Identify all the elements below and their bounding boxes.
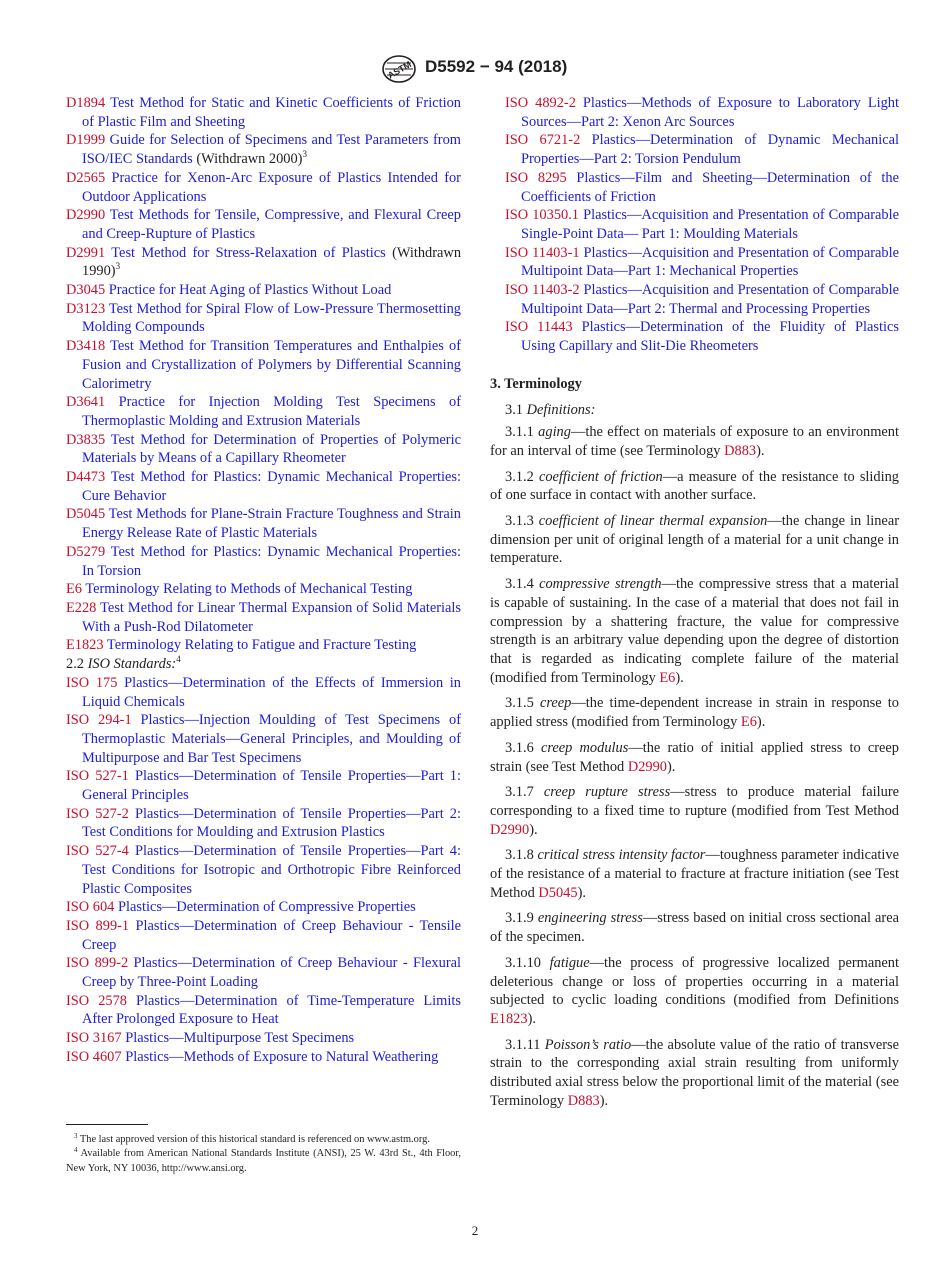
definition-number: 3.1.8 (505, 847, 534, 864)
definition-paragraph (490, 423, 899, 460)
reference-item (505, 131, 899, 168)
reference-title-link[interactable]: Practice for Injection Molding Test Specimens of Thermoplastic Molding and Extrusion Materials (82, 394, 461, 429)
definition-term: coefficient of friction (538, 468, 663, 485)
definition-paragraph (490, 468, 899, 505)
reference-code-link[interactable]: D2990 (66, 207, 106, 224)
definition-paragraph (490, 783, 899, 839)
footnotes (66, 1133, 461, 1176)
right-column (490, 94, 899, 1117)
reference-code-link[interactable]: ISO 6721-2 (505, 132, 581, 149)
reference-title-link[interactable]: Test Method for Spiral Flow of Low-Pressure Thermosetting Molding Compounds (82, 300, 461, 336)
definition-term: critical stress intensity factor (537, 847, 706, 864)
reference-title-link[interactable]: Test Method for Determination of Properties of Polymeric Materials by Means of a Capillary Rheometer (82, 431, 461, 467)
definition-number: 3.1.1 (505, 424, 534, 441)
page-header (0, 54, 950, 86)
definitions-list (490, 423, 899, 1110)
reference-code-link[interactable]: D3123 (66, 300, 106, 317)
definitions-number: 3.1 (505, 401, 523, 418)
iso-heading-label: ISO Standards: (87, 656, 177, 673)
reference-title-link[interactable]: Plastics—Acquisition and Presentation of Comparable Multipoint Data—Part 1: Mechanical Properties (521, 244, 899, 280)
reference-code-link[interactable]: ISO 3167 (66, 1030, 122, 1047)
definition-text: —toughness parameter indicative of the resistance of a material to fracture at fracture initiation (see Test Method (490, 847, 899, 901)
reference-code-link[interactable]: ISO 527-2 (66, 805, 129, 822)
reference-code-link[interactable]: E228 (66, 599, 97, 616)
reference-title-link[interactable]: Plastics—Determination of Creep Behaviour - Tensile Creep (82, 917, 462, 953)
definition-paragraph (490, 909, 899, 946)
iso-heading-note: 4 (176, 654, 181, 665)
reference-title-link[interactable]: Plastics—Determination of Tensile Properties—Part 4: Test Conditions for Isotropic and Orthotropic Fibre Reinforced Plastic Composites (82, 843, 461, 897)
reference-item (66, 169, 461, 206)
reference-item (66, 599, 461, 636)
reference-code-link[interactable]: ISO 527-4 (66, 843, 129, 860)
reference-item (66, 281, 461, 300)
reference-code-link[interactable]: ISO 11443 (505, 319, 573, 336)
definition-text: —the compressive stress that a material is capable of sustaining. In the case of a material that does not fail in compression by a shattering fracture, the value for compressive strength is an arbitrary value depending upon the degree of distortion that is regarded as indicating complete failure of the material (modified from Terminology (490, 576, 899, 686)
reference-code-link[interactable]: D2991 (66, 244, 106, 261)
definition-reference-link[interactable]: D883 (567, 1092, 600, 1109)
definition-paragraph (490, 694, 899, 731)
reference-item (66, 543, 461, 580)
footnote (66, 1133, 461, 1147)
reference-code-link[interactable]: ISO 899-2 (66, 955, 129, 972)
reference-code-link[interactable]: ISO 11403-2 (505, 282, 580, 299)
document-designation: D5592 − 94 (2018) (425, 57, 568, 76)
reference-code-link[interactable]: ISO 527-1 (66, 768, 129, 785)
astm-reference-list (66, 94, 461, 655)
reference-code-link[interactable]: ISO 294-1 (66, 712, 132, 729)
withdrawn-note: (Withdrawn 2000) (196, 151, 303, 168)
reference-item (66, 94, 461, 131)
definition-number: 3.1.6 (505, 739, 534, 756)
definition-term: creep modulus (540, 739, 629, 756)
reference-code-link[interactable]: ISO 2578 (66, 992, 127, 1009)
reference-title-link[interactable]: Plastics—Methods of Exposure to Natural Weathering (125, 1048, 439, 1065)
definition-reference-link[interactable]: E6 (659, 669, 676, 686)
reference-item (66, 992, 461, 1029)
reference-title-link[interactable]: Plastics—Determination of Creep Behaviour - Flexural Creep by Three-Point Loading (82, 955, 461, 991)
footnote-text: Available from American National Standards Institute (ANSI), 25 W. 43rd St., 4th Floor, New York, NY 10036, http://www.ansi.org. (66, 1148, 461, 1174)
footnote-rule (66, 1124, 148, 1125)
definition-text: —the time-dependent increase in strain in response to applied stress (modified from Terminology (490, 695, 899, 731)
reference-title-link[interactable]: Plastics—Determination of Tensile Properties—Part 1: General Principles (82, 768, 461, 804)
definition-term: compressive strength (539, 576, 662, 593)
definition-tail: ). (667, 758, 676, 775)
reference-code-link[interactable]: D5045 (66, 506, 106, 523)
definition-text: —the ratio of initial applied stress to creep strain (see Test Method (490, 739, 900, 775)
reference-item (66, 131, 461, 168)
reference-code-link[interactable]: ISO 4607 (66, 1048, 122, 1065)
reference-item (66, 767, 461, 804)
reference-code-link[interactable]: ISO 11403-1 (505, 244, 580, 261)
definition-reference-link[interactable]: D883 (724, 442, 757, 459)
definition-paragraph (490, 846, 899, 902)
definition-tail: ). (527, 1010, 536, 1027)
reference-item (66, 954, 461, 991)
reference-title-link[interactable]: Terminology Relating to Methods of Mechanical Testing (85, 581, 413, 598)
reference-item (66, 206, 461, 243)
reference-title-link[interactable]: Practice for Heat Aging of Plastics Without Load (108, 282, 392, 299)
definition-tail: ). (675, 669, 684, 686)
definition-number: 3.1.9 (505, 910, 534, 927)
definition-term: Poisson’s ratio (544, 1036, 632, 1053)
reference-title-link[interactable]: Test Method for Linear Thermal Expansion of Solid Materials With a Push-Rod Dilatometer (82, 599, 461, 635)
reference-title-link[interactable]: Plastics—Injection Moulding of Test Specimens of Thermoplastic Materials—General Principles, and Moulding of Multipurpose and Bar Test Specimens (82, 712, 461, 766)
reference-item (66, 898, 461, 917)
reference-title-link[interactable]: Practice for Xenon-Arc Exposure of Plastics Intended for Outdoor Applications (82, 169, 461, 205)
definition-number: 3.1.2 (505, 468, 534, 485)
reference-title-link[interactable]: Plastics—Acquisition and Presentation of Comparable Single-Point Data— Part 1: Moulding Materials (521, 207, 899, 242)
reference-item (66, 393, 461, 430)
definition-reference-link[interactable]: E6 (740, 714, 757, 731)
reference-item (505, 318, 899, 355)
reference-item (66, 674, 461, 711)
reference-code-link[interactable]: ISO 4892-2 (505, 95, 576, 111)
reference-item (66, 1029, 461, 1048)
logo-lettering: ASTM (385, 59, 414, 81)
definition-text: —the absolute value of the ratio of transverse strain to the corresponding axial strain resulting from uniformly distributed axial stress below the proportional limit of the material (see Terminology (490, 1036, 899, 1109)
definition-term: creep rupture stress (543, 784, 671, 801)
footnote-number: 4 (74, 1146, 78, 1155)
reference-title-link[interactable]: Test Methods for Plane-Strain Fracture Toughness and Strain Energy Release Rate of Plastic Materials (82, 506, 461, 542)
reference-item (66, 505, 461, 542)
withdrawn-note: (Withdrawn 1990) (82, 244, 462, 280)
reference-item (66, 805, 461, 842)
iso-reference-list-right (490, 94, 899, 356)
definition-term: engineering stress (537, 910, 643, 927)
definition-paragraph (490, 512, 899, 568)
definition-tail: ). (529, 821, 538, 838)
reference-item (66, 1048, 461, 1067)
reference-title-link[interactable]: Plastics—Determination of the Effects of Immersion in Liquid Chemicals (82, 674, 462, 710)
reference-code-link[interactable]: D4473 (66, 469, 106, 486)
reference-title-link[interactable]: Test Method for Plastics: Dynamic Mechanical Properties: Cure Behavior (82, 469, 462, 504)
reference-item (66, 636, 461, 655)
reference-title-link[interactable]: Plastics—Determination of Time-Temperature Limits After Prolonged Exposure to Heat (82, 992, 461, 1028)
definition-reference-link[interactable]: D5045 (538, 884, 578, 901)
definition-reference-link[interactable]: D2990 (627, 758, 667, 775)
definition-text: —stress based on initial cross sectional area of the specimen. (490, 910, 899, 946)
definition-text: —the change in linear dimension per unit of original length of a material for a unit change in temperature. (490, 513, 899, 567)
page-number: 2 (471, 1223, 479, 1238)
definition-tail: ). (577, 884, 586, 901)
definition-number: 3.1.10 (505, 954, 541, 971)
definition-number: 3.1.5 (505, 695, 534, 712)
reference-code-link[interactable]: ISO 10350.1 (505, 207, 580, 224)
footnote-marker: 3 (115, 261, 121, 272)
reference-title-link[interactable]: Plastics—Methods of Exposure to Laboratory Light Sources—Part 2: Xenon Arc Sources (521, 95, 899, 130)
reference-code-link[interactable]: D5279 (66, 543, 106, 560)
reference-title-link[interactable]: Plastics—Determination of Compressive Properties (117, 899, 416, 916)
reference-title-link[interactable]: Plastics—Determination of Dynamic Mechanical Properties—Part 2: Torsion Pendulum (521, 132, 899, 168)
iso-heading-number: 2.2 (66, 656, 84, 673)
definition-tail: ). (756, 442, 765, 459)
reference-item (66, 244, 461, 281)
reference-item (66, 917, 461, 954)
definition-term: fatigue (549, 954, 590, 971)
reference-code-link[interactable]: ISO 8295 (505, 169, 567, 186)
reference-title-link[interactable]: Test Method for Plastics: Dynamic Mechanical Properties: In Torsion (82, 543, 462, 579)
reference-item (66, 468, 461, 505)
terminology-heading: 3. Terminology (490, 375, 582, 392)
definition-tail: ). (756, 714, 766, 731)
definition-paragraph (490, 739, 899, 776)
definition-tail: ). (599, 1092, 609, 1109)
definition-reference-link[interactable]: D2990 (490, 821, 530, 838)
iso-reference-list-left (66, 674, 461, 1067)
reference-code-link[interactable]: D3835 (66, 431, 106, 448)
reference-code-link[interactable]: D3641 (66, 394, 106, 411)
reference-code-link[interactable]: ISO 175 (66, 674, 118, 691)
definition-text: —stress to produce material failure corresponding to a fixed time to rupture (modified from Test Method (490, 784, 899, 819)
reference-item (505, 281, 899, 318)
reference-code-link[interactable]: D3045 (66, 282, 106, 299)
reference-title-link[interactable]: Plastics—Determination of Tensile Properties—Part 2: Test Conditions for Moulding and Extrusion Plastics (82, 805, 461, 841)
definition-paragraph (490, 954, 899, 1029)
reference-title-link[interactable]: Test Method for Transition Temperatures and Enthalpies of Fusion and Crystallization of Polymers by Differential Scanning Calorimetry (82, 338, 461, 392)
reference-item (505, 244, 899, 281)
reference-item (66, 580, 461, 599)
definition-number: 3.1.4 (505, 576, 534, 593)
definition-text: —a measure of the resistance to sliding of one surface in contact with another surface. (490, 468, 899, 504)
reference-title-link[interactable]: Plastics—Multipurpose Test Specimens (125, 1030, 355, 1047)
reference-item (505, 206, 899, 243)
definition-term: creep (539, 695, 572, 712)
definition-paragraph (490, 1036, 899, 1111)
astm-logo-icon (381, 54, 417, 84)
definition-paragraph (490, 575, 899, 687)
reference-title-link[interactable]: Test Method for Static and Kinetic Coefficients of Friction of Plastic Film and Sheeting (82, 95, 461, 130)
reference-code-link[interactable]: D1894 (66, 95, 106, 111)
reference-item (66, 431, 461, 468)
footnote (66, 1147, 461, 1176)
reference-item (66, 842, 461, 898)
definition-term: coefficient of linear thermal expansion (538, 513, 768, 530)
definitions-subheading (490, 401, 899, 420)
reference-title-link[interactable]: Test Method for Stress-Relaxation of Plastics (111, 244, 386, 261)
definition-number: 3.1.3 (505, 513, 534, 530)
reference-title-link[interactable]: Plastics—Determination of the Fluidity of Plastics Using Capillary and Slit-Die Rheometers (521, 319, 899, 355)
footnote-number: 3 (74, 1132, 78, 1140)
footnote-text: The last approved version of this historical standard is referenced on www.astm.org. (77, 1134, 430, 1145)
reference-item (505, 94, 899, 131)
reference-item (66, 300, 461, 337)
iso-standards-heading (66, 655, 461, 674)
definition-number: 3.1.7 (505, 784, 534, 801)
definition-term: aging (538, 424, 571, 441)
definition-number: 3.1.11 (505, 1036, 541, 1053)
reference-title-link[interactable]: Test Methods for Tensile, Compressive, and Flexural Creep and Creep-Rupture of Plastics (82, 207, 461, 242)
definition-text: —the process of progressive localized permanent deleterious change or loss of properties occurring in a material subjected to cyclic loading conditions (modified from Definitions (490, 954, 899, 1009)
reference-code-link[interactable]: E1823 (66, 637, 104, 654)
footnote-marker: 3 (302, 149, 307, 160)
reference-item (66, 711, 461, 767)
reference-code-link[interactable]: ISO 604 (66, 899, 115, 916)
reference-code-link[interactable]: D2565 (66, 169, 106, 186)
reference-item (66, 337, 461, 393)
reference-title-link[interactable]: Plastics—Acquisition and Presentation of Comparable Multipoint Data—Part 2: Thermal and Processing Properties (521, 282, 899, 317)
reference-code-link[interactable]: D3418 (66, 338, 106, 355)
left-column (66, 94, 461, 1067)
definition-text: —the effect on materials of exposure to an environment for an interval of time (see Terminology (490, 424, 899, 459)
reference-code-link[interactable]: D1999 (66, 132, 106, 149)
reference-title-link[interactable]: Plastics—Film and Sheeting—Determination of the Coefficients of Friction (521, 169, 899, 205)
reference-title-link[interactable]: Guide for Selection of Specimens and Test Parameters from ISO/IEC Standards (82, 132, 461, 168)
reference-code-link[interactable]: E6 (66, 581, 82, 598)
reference-item (505, 169, 899, 206)
reference-code-link[interactable]: ISO 899-1 (66, 917, 130, 934)
definition-reference-link[interactable]: E1823 (490, 1010, 528, 1027)
reference-title-link[interactable]: Terminology Relating to Fatigue and Fracture Testing (106, 637, 417, 654)
definitions-label: Definitions: (526, 401, 596, 418)
